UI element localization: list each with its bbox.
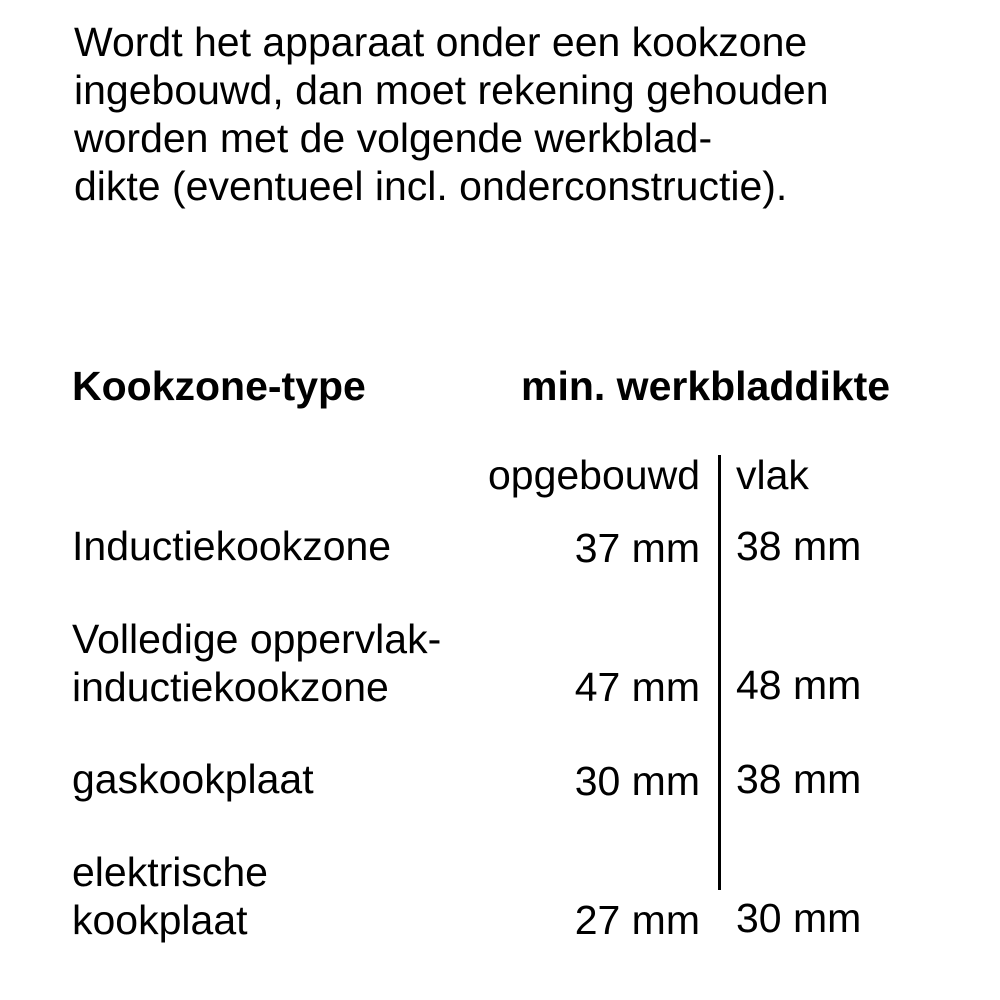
row-name-line: inductiekookzone <box>72 664 389 710</box>
row-name <box>72 615 441 711</box>
value-vlak: 30 mm <box>736 895 862 941</box>
value-opgebouwd: 27 mm <box>574 897 700 943</box>
intro-line: dikte (eventueel incl. onderconstructie). <box>74 163 788 209</box>
value-vlak: 38 mm <box>736 523 862 569</box>
subheader-opgebouwd: opgebouwd <box>487 452 700 498</box>
column-divider <box>718 455 721 890</box>
value-vlak: 38 mm <box>736 756 862 802</box>
value-opgebouwd: 30 mm <box>574 758 700 804</box>
row-name-line: elektrische <box>72 849 268 895</box>
value-opgebouwd: 47 mm <box>574 664 700 710</box>
row-name-line: gaskookplaat <box>72 756 314 802</box>
intro-line: ingebouwd, dan moet rekening gehouden <box>74 67 829 113</box>
intro-line: worden met de volgende werkblad- <box>74 115 713 161</box>
header-min-werkbladdikte: min. werkbladdikte <box>521 363 891 409</box>
value-vlak: 48 mm <box>736 662 862 708</box>
value-opgebouwd: 37 mm <box>574 525 700 571</box>
header-kookzone-type: Kookzone-type <box>72 363 366 409</box>
row-name-line: Volledige oppervlak- <box>72 616 442 662</box>
row-name-line: kookplaat <box>72 897 248 943</box>
intro-line: Wordt het apparaat onder een kookzone <box>74 19 808 65</box>
row-name <box>72 848 268 944</box>
row-name <box>72 755 314 803</box>
intro-paragraph <box>74 18 974 210</box>
subheader-vlak: vlak <box>736 452 809 498</box>
row-name <box>72 522 391 570</box>
row-name-line: Inductiekookzone <box>72 523 392 569</box>
